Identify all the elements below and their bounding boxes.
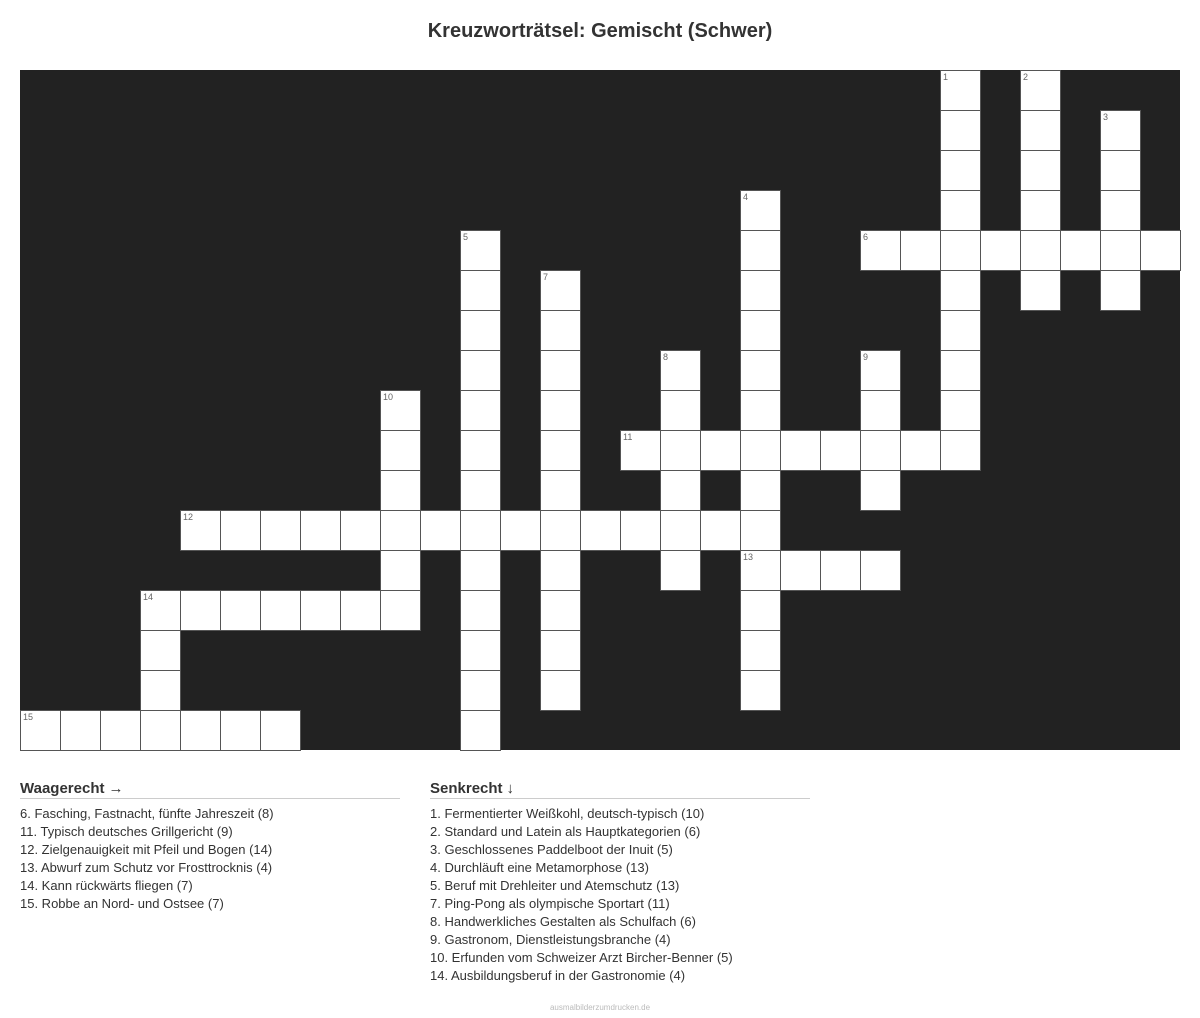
grid-cell[interactable] — [740, 470, 781, 511]
grid-cell[interactable] — [540, 430, 581, 471]
across-heading-label: Waagerecht — [20, 780, 105, 797]
cell-number: 6 — [863, 232, 869, 242]
grid-cell[interactable] — [260, 590, 301, 631]
cell-number: 11 — [623, 432, 633, 442]
grid-cell[interactable] — [140, 590, 181, 631]
grid-cell[interactable] — [940, 70, 981, 111]
grid-cell[interactable] — [740, 670, 781, 711]
grid-cell[interactable] — [340, 590, 381, 631]
across-clue: 14. Kann rückwärts fliegen (7) — [20, 878, 193, 893]
grid-cell[interactable] — [140, 630, 181, 671]
grid-cell[interactable] — [220, 710, 261, 751]
cell-number: 4 — [743, 192, 749, 202]
grid-cell[interactable] — [180, 710, 221, 751]
grid-cell[interactable] — [460, 270, 501, 311]
grid-cell[interactable] — [460, 550, 501, 591]
footer-credit: ausmalbilderzumdrucken.de — [549, 1003, 651, 1012]
grid-cell[interactable] — [780, 550, 821, 591]
grid-cell[interactable] — [380, 590, 421, 631]
grid-cell[interactable] — [380, 390, 421, 431]
grid-cell[interactable] — [1100, 230, 1141, 271]
grid-cell[interactable] — [300, 510, 341, 551]
grid-cell[interactable] — [740, 510, 781, 551]
down-clue: 8. Handwerkliches Gestalten als Schulfach (6) — [430, 914, 696, 929]
cell-number: 1 — [943, 72, 949, 82]
grid-cell[interactable] — [660, 350, 701, 391]
cell-number: 13 — [743, 552, 754, 562]
across-clue: 6. Fasching, Fastnacht, fünfte Jahreszeit (8) — [20, 806, 274, 821]
grid-cell[interactable] — [460, 630, 501, 671]
down-clue: 1. Fermentierter Weißkohl, deutsch-typisch (10) — [430, 806, 705, 821]
grid-cell[interactable] — [540, 270, 581, 311]
grid-cell[interactable] — [820, 430, 861, 471]
down-clues-section — [430, 780, 810, 985]
grid-cell[interactable] — [540, 310, 581, 351]
grid-cell[interactable] — [980, 230, 1021, 271]
crossword-grid — [20, 70, 1180, 750]
grid-cell[interactable] — [180, 590, 221, 631]
grid-cell[interactable] — [380, 550, 421, 591]
grid-cell[interactable] — [620, 430, 661, 471]
grid-cell[interactable] — [100, 710, 141, 751]
cell-number: 3 — [1103, 112, 1109, 122]
down-clue: 3. Geschlossenes Paddelboot der Inuit (5) — [430, 842, 673, 857]
grid-cell[interactable] — [1100, 190, 1141, 231]
grid-cell[interactable] — [540, 590, 581, 631]
cell-number: 8 — [663, 352, 669, 362]
grid-cell[interactable] — [140, 710, 181, 751]
grid-cell[interactable] — [740, 190, 781, 231]
grid-cell[interactable] — [740, 350, 781, 391]
cell-number: 15 — [23, 712, 34, 722]
grid-cell[interactable] — [1020, 190, 1061, 231]
grid-cell[interactable] — [1020, 150, 1061, 191]
grid-cell[interactable] — [540, 630, 581, 671]
grid-cell[interactable] — [940, 390, 981, 431]
grid-cell[interactable] — [1020, 230, 1061, 271]
grid-cell[interactable] — [540, 510, 581, 551]
arrow-down-icon: ↓ — [506, 780, 515, 797]
grid-cell[interactable] — [460, 510, 501, 551]
grid-cell[interactable] — [1100, 270, 1141, 311]
grid-cell[interactable] — [740, 390, 781, 431]
grid-cell[interactable] — [260, 710, 301, 751]
grid-cell[interactable] — [460, 590, 501, 631]
across-clue: 15. Robbe an Nord- und Ostsee (7) — [20, 896, 224, 911]
grid-cell[interactable] — [20, 710, 61, 751]
grid-cell[interactable] — [700, 430, 741, 471]
grid-cell[interactable] — [580, 510, 621, 551]
grid-cell[interactable] — [300, 590, 341, 631]
cell-number: 12 — [183, 512, 194, 522]
down-clue: 7. Ping-Pong als olympische Sportart (11) — [430, 896, 670, 911]
grid-cell[interactable] — [940, 230, 981, 271]
grid-cell[interactable] — [460, 710, 501, 751]
grid-cell[interactable] — [540, 390, 581, 431]
down-clue: 2. Standard und Latein als Hauptkategorien (6) — [430, 824, 701, 839]
cell-number: 5 — [463, 232, 469, 242]
grid-cell[interactable] — [380, 430, 421, 471]
grid-cell[interactable] — [660, 430, 701, 471]
grid-cell[interactable] — [540, 350, 581, 391]
grid-cell[interactable] — [660, 470, 701, 511]
arrow-right-icon: → — [108, 780, 124, 797]
grid-cell[interactable] — [740, 430, 781, 471]
cell-number: 9 — [863, 352, 869, 362]
page-title: Kreuzworträtsel: Gemischt (Schwer) — [427, 20, 773, 42]
grid-cell[interactable] — [140, 670, 181, 711]
grid-cell[interactable] — [740, 310, 781, 351]
grid-cell[interactable] — [940, 310, 981, 351]
grid-cell[interactable] — [940, 270, 981, 311]
down-heading-label: Senkrecht — [430, 780, 503, 797]
grid-cell[interactable] — [340, 510, 381, 551]
grid-cell[interactable] — [820, 550, 861, 591]
grid-cell[interactable] — [500, 510, 541, 551]
grid-cell[interactable] — [660, 510, 701, 551]
grid-cell[interactable] — [740, 230, 781, 271]
grid-cell[interactable] — [740, 550, 781, 591]
cell-number: 10 — [383, 392, 394, 402]
grid-cell[interactable] — [1020, 110, 1061, 151]
across-clue: 12. Zielgenauigkeit mit Pfeil und Bogen (14) — [20, 842, 273, 857]
grid-cell[interactable] — [860, 470, 901, 511]
grid-cell[interactable] — [780, 430, 821, 471]
grid-cell[interactable] — [540, 470, 581, 511]
grid-cell[interactable] — [1100, 110, 1141, 151]
grid-cell[interactable] — [420, 510, 461, 551]
grid-cell[interactable] — [860, 430, 901, 471]
down-clue: 14. Ausbildungsberuf in der Gastronomie (4) — [430, 968, 686, 983]
grid-cell[interactable] — [860, 550, 901, 591]
grid-cell[interactable] — [460, 470, 501, 511]
across-clue-list — [20, 805, 400, 913]
grid-cell[interactable] — [460, 350, 501, 391]
grid-cell[interactable] — [380, 510, 421, 551]
down-clue: 10. Erfunden vom Schweizer Arzt Bircher-Benner (5) — [430, 950, 733, 965]
grid-cell[interactable] — [860, 390, 901, 431]
grid-cell[interactable] — [540, 670, 581, 711]
across-clues-section — [20, 780, 400, 913]
grid-cell[interactable] — [180, 510, 221, 551]
grid-cell[interactable] — [260, 510, 301, 551]
grid-cell[interactable] — [740, 270, 781, 311]
grid-cell[interactable] — [460, 670, 501, 711]
grid-cell[interactable] — [940, 150, 981, 191]
grid-cell[interactable] — [740, 590, 781, 631]
down-clue: 9. Gastronom, Dienstleistungsbranche (4) — [430, 932, 671, 947]
grid-cell[interactable] — [540, 550, 581, 591]
grid-cell[interactable] — [1060, 230, 1101, 271]
grid-cell[interactable] — [60, 710, 101, 751]
across-clue: 11. Typisch deutsches Grillgericht (9) — [20, 824, 233, 839]
grid-cell[interactable] — [460, 430, 501, 471]
grid-cell[interactable] — [460, 310, 501, 351]
down-heading — [430, 780, 810, 799]
grid-cell[interactable] — [1140, 230, 1181, 271]
grid-cell[interactable] — [660, 390, 701, 431]
grid-cell[interactable] — [460, 230, 501, 271]
across-heading — [20, 780, 400, 799]
grid-cell[interactable] — [220, 590, 261, 631]
grid-cell[interactable] — [900, 230, 941, 271]
cell-number: 2 — [1023, 72, 1029, 82]
grid-cell[interactable] — [940, 350, 981, 391]
down-clue-list — [430, 805, 810, 985]
grid-cell[interactable] — [860, 350, 901, 391]
grid-cell[interactable] — [380, 470, 421, 511]
grid-cell[interactable] — [460, 390, 501, 431]
down-clue: 5. Beruf mit Drehleiter und Atemschutz (13) — [430, 878, 680, 893]
grid-cell[interactable] — [220, 510, 261, 551]
grid-cell[interactable] — [740, 630, 781, 671]
down-clue: 4. Durchläuft eine Metamorphose (13) — [430, 860, 649, 875]
grid-cell[interactable] — [940, 430, 981, 471]
grid-cell[interactable] — [1020, 70, 1061, 111]
cell-number: 7 — [543, 272, 549, 282]
grid-cell[interactable] — [900, 430, 941, 471]
grid-cell[interactable] — [940, 190, 981, 231]
grid-cell[interactable] — [1100, 150, 1141, 191]
grid-cell[interactable] — [860, 230, 901, 271]
grid-cell[interactable] — [940, 110, 981, 151]
grid-cell[interactable] — [660, 550, 701, 591]
grid-cell[interactable] — [700, 510, 741, 551]
across-clue: 13. Abwurf zum Schutz vor Frosttrocknis (4) — [20, 860, 273, 875]
grid-cell[interactable] — [620, 510, 661, 551]
cell-number: 14 — [143, 592, 154, 602]
grid-cell[interactable] — [1020, 270, 1061, 311]
